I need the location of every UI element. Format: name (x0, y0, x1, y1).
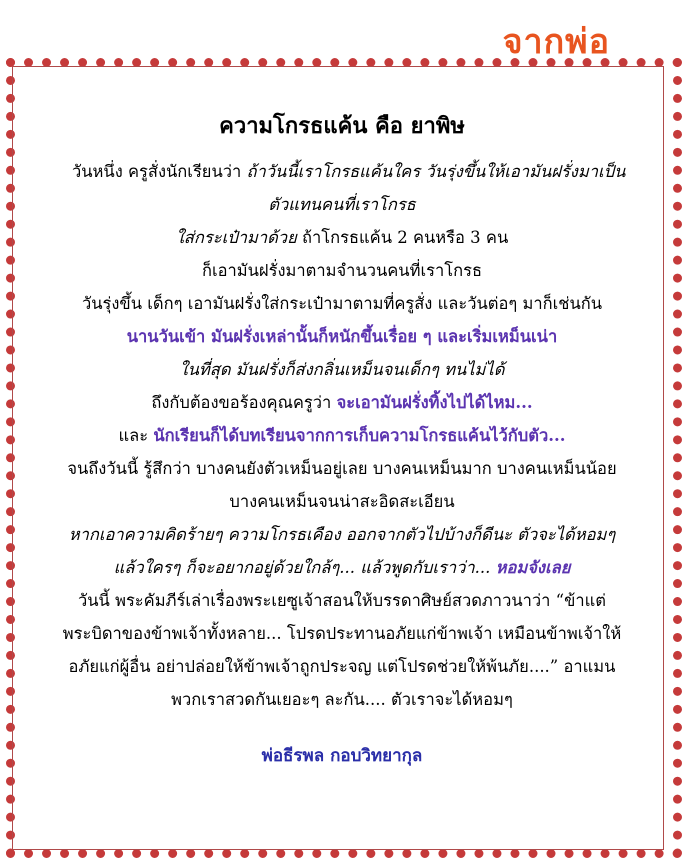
paragraph-line: วันนี้ พระคัมภีร์เล่าเรื่องพระเยซูเจ้าสอนให้บรรดาศิษย์สวดภาวนาว่า “ข้าแต่ (78, 591, 606, 610)
paragraph-line: พวกเราสวดกันเยอะๆ ละกัน.... ตัวเราจะได้หอมๆ (171, 690, 513, 709)
paragraph-line: ในที่สุด มันฝรั่งก็ส่งกลิ่นเหม็นจนเด็กๆ ทนไม่ได้ (179, 360, 505, 379)
paragraph-line: แล้วใครๆ ก็จะอยากอยู่ด้วยใกล้ๆ... แล้วพูดกับเราว่า... หอมจังเลย (113, 558, 571, 577)
paragraph-line: และ นักเรียนก็ได้บทเรียนจากการเก็บความโกรธแค้นไว้กับตัว... (118, 426, 566, 445)
paragraph-line: วันรุ่งขึ้น เด็กๆ เอามันฝรั่งใส่กระเป๋ามาตามที่ครูสั่ง และวันต่อๆ มาก็เช่นกัน (81, 294, 603, 313)
paragraph-line: ถึงกับต้องขอร้องคุณครูว่า จะเอามันฝรั่งทิ้งไปได้ไหม... (151, 393, 533, 412)
paragraph-line: วันหนึ่ง ครูสั่งนักเรียนว่า ถ้าวันนี้เราโกรธแค้นใคร วันรุ่งขึ้นให้เอามันฝรั่งมาเป็น (72, 162, 626, 181)
paragraph-line: พระบิดาของข้าพเจ้าทั้งหลาย... โปรดประทานอภัยแก่ข้าพเจ้า เหมือนข้าพเจ้าให้ (62, 624, 622, 643)
paragraph-line: บางคนเหม็นจนน่าสะอิดสะเอียน (229, 492, 455, 511)
paragraph-line: ตัวแทนคนที่เราโกรธ (268, 195, 416, 214)
paragraph-line: อภัยแก่ผู้อื่น อย่าปล่อยให้ข้าพเจ้าถูกประจญ แต่โปรดช่วยให้พ้นภัย....” อาแมน (68, 657, 616, 676)
article-title: ความโกรธแค้น คือ ยาพิษ (219, 114, 465, 139)
paragraph-line: ใส่กระเป๋ามาด้วย ถ้าโกรธแค้น 2 คนหรือ 3 คน (175, 228, 509, 247)
article (22, 66, 662, 773)
signature: พ่อธีรพล กอบวิทยากุล (261, 746, 423, 766)
paragraph-line: ก็เอามันฝรั่งมาตามจำนวนคนที่เราโกรธ (201, 261, 483, 280)
page-header: จากพ่อ (502, 22, 610, 62)
highlight-line: นานวันเข้า มันฝรั่งเหล่านั้นก็หนักขึ้นเรื่อย ๆ และเริ่มเหม็นเน่า (126, 327, 558, 346)
paragraph-line: หากเอาความคิดร้ายๆ ความโกรธเคือง ออกจากตัวไปบ้างก็ดีนะ ตัวจะได้หอมๆ (68, 525, 616, 544)
paragraph-line: จนถึงวันนี้ รู้สึกว่า บางคนยังตัวเหม็นอยู่เลย บางคนเหม็นมาก บางคนเหม็นน้อย (67, 459, 617, 478)
